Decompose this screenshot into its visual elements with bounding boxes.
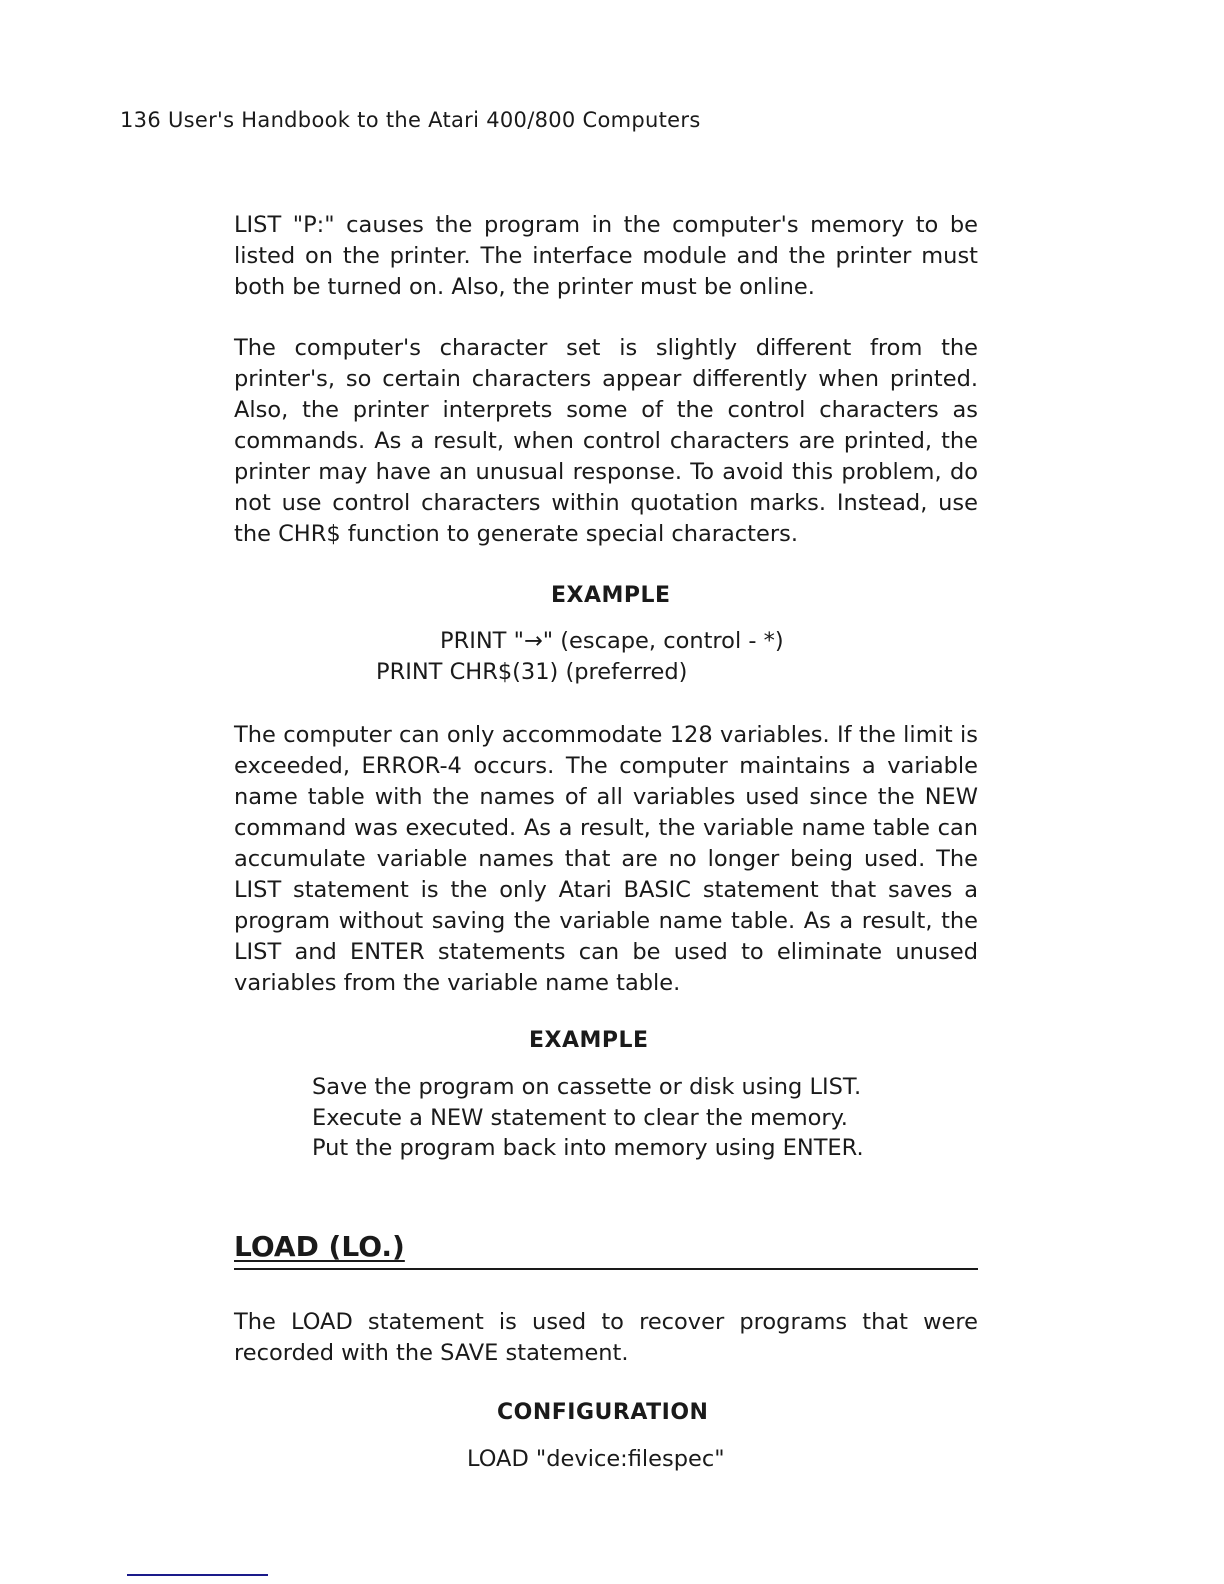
running-header: 136 User's Handbook to the Atari 400/800 Computers [120, 108, 701, 132]
text-line: printer's, so certain characters appear differently when printed. [234, 366, 978, 392]
text-line: LIST "P:" causes the program in the computer's memory to be [234, 212, 978, 238]
section-title: LOAD (LO.) [234, 1230, 405, 1263]
paragraph-load [234, 1307, 978, 1369]
paragraph-character-set [234, 333, 978, 550]
text-line: Also, the printer interprets some of the control characters as [234, 397, 978, 423]
configuration-syntax: LOAD "device:filespec" [467, 1446, 725, 1472]
configuration-heading: CONFIGURATION [497, 1400, 709, 1425]
footer-rule [127, 1574, 268, 1576]
text-line: LIST and ENTER statements can be used to eliminate unused [234, 939, 978, 965]
text-line: exceeded, ERROR-4 occurs. The computer maintains a variable [234, 753, 978, 779]
text-line: The LOAD statement is used to recover programs that were [234, 1309, 978, 1335]
text-line: listed on the printer. The interface module and the printer must [234, 243, 978, 269]
example-heading: EXAMPLE [551, 583, 671, 608]
text-line: name table with the names of all variables used since the NEW [234, 784, 978, 810]
text-line: command was executed. As a result, the variable name table can [234, 815, 978, 841]
text-line: printer may have an unusual response. To avoid this problem, do [234, 459, 978, 485]
section-rule [234, 1268, 978, 1270]
text-line: accumulate variable names that are no longer being used. The [234, 846, 978, 872]
text-line: The computer can only accommodate 128 variables. If the limit is [234, 722, 978, 748]
text-line: The computer's character set is slightly different from the [234, 335, 978, 361]
example-line: Put the program back into memory using ENTER. [312, 1135, 864, 1161]
text-line: LIST statement is the only Atari BASIC statement that saves a [234, 877, 978, 903]
example-line: Save the program on cassette or disk using LIST. [312, 1074, 862, 1100]
text-line: commands. As a result, when control characters are printed, the [234, 428, 978, 454]
example-heading: EXAMPLE [529, 1028, 649, 1053]
example-line: Execute a NEW statement to clear the memory. [312, 1105, 848, 1131]
text-line: recorded with the SAVE statement. [234, 1340, 629, 1366]
text-line: not use control characters within quotation marks. Instead, use [234, 490, 978, 516]
text-line: program without saving the variable name table. As a result, the [234, 908, 978, 934]
example-line: PRINT "→" (escape, control - *) [440, 628, 784, 654]
paragraph-list-printer [234, 210, 978, 303]
example-line: PRINT CHR$(31) (preferred) [376, 659, 688, 685]
text-line: the CHR$ function to generate special characters. [234, 521, 798, 547]
text-line: both be turned on. Also, the printer must be online. [234, 274, 815, 300]
text-line: variables from the variable name table. [234, 970, 681, 996]
paragraph-variables [234, 720, 978, 999]
